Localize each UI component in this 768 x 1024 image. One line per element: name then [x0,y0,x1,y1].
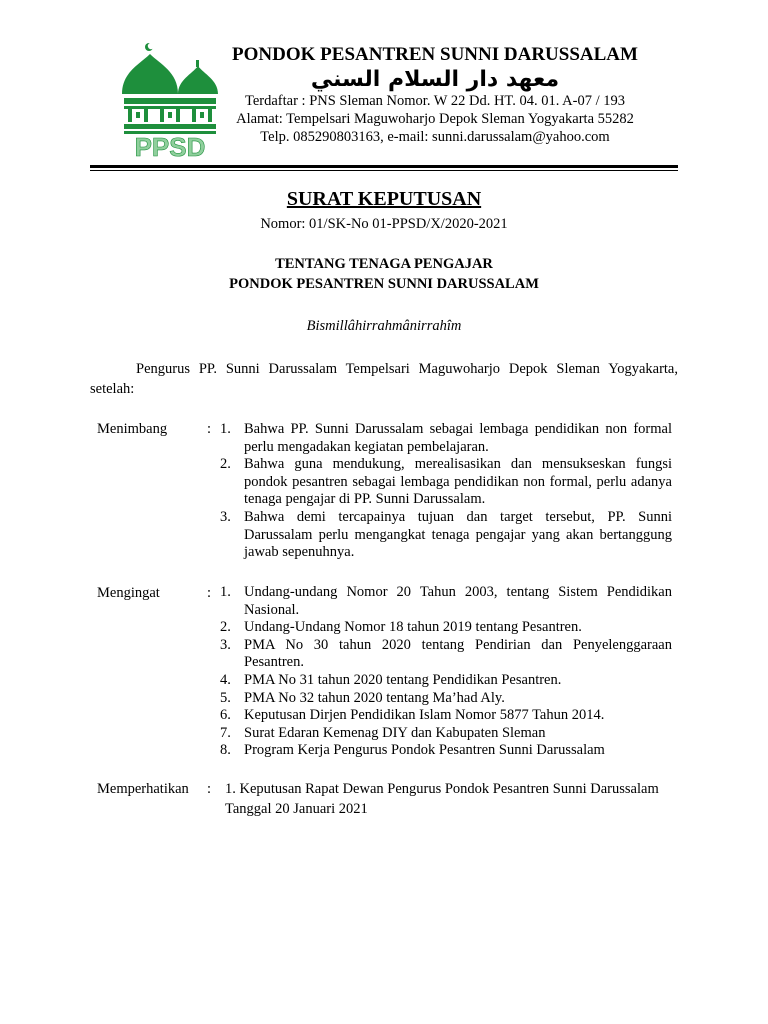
subject-line-2: PONDOK PESANTREN SUNNI DARUSSALAM [229,276,539,292]
list-item: 2. Bahwa guna mendukung, merealisasikan dan mensukseskan fungsi pondok pesantren sebagai lembaga pendidikan non formal, perlu adanya tenaga pengajar di PP. Sunni Darussalam. [220,456,672,508]
registration-line: Terdaftar : PNS Sleman Nomor. W 22 Dd. HT. 04. 01. A-07 / 193 [245,93,625,109]
memperhatikan-label: Memperhatikan [97,781,189,797]
list-item: 8. Program Kerja Pengurus Pondok Pesantren Sunni Darussalam [220,742,605,759]
contact-line: Telp. 085290803163, e-mail: sunni.darussalam@yahoo.com [260,129,610,145]
list-item: 7. Surat Edaran Kemenag DIY dan Kabupaten Sleman [220,724,546,741]
mengingat-label: Mengingat [97,585,160,601]
list-item: 1. Bahwa PP. Sunni Darussalam sebagai lembaga pendidikan non formal perlu mengadakan kegiatan pembelajaran. [220,421,672,455]
menimbang-colon: : [207,421,212,437]
logo-text: PPSD [134,132,206,160]
memperhatikan-line-1: 1. Keputusan Rapat Dewan Pengurus Pondok Pesantren Sunni Darussalam [225,781,659,797]
address-line: Alamat: Tempelsari Maguwoharjo Depok Sleman Yogyakarta 55282 [236,111,634,127]
header-rule-thick [90,165,678,168]
menimbang-list [220,421,672,562]
list-item: 5. PMA No 32 tahun 2020 tentang Ma’had Aly. [220,689,505,706]
list-item: 3. PMA No 30 tahun 2020 tentang Pendirian dan Penyelenggaraan Pesantren. [220,636,672,671]
ppsd-logo [118,42,222,160]
memperhatikan-line-2: Tanggal 20 Januari 2021 [225,801,368,817]
subject-line-1: TENTANG TENAGA PENGAJAR [275,256,493,272]
mengingat-list [220,584,672,760]
list-item: 3. Bahwa demi tercapainya tujuan dan target tersebut, PP. Sunni Darussalam perlu mengangkat tenaga pengajar yang akan bertanggung jawab sepenuhnya. [220,508,672,561]
institution-name: PONDOK PESANTREN SUNNI DARUSSALAM [232,44,638,65]
basmalah: Bismillâhirrahmânirrahîm [306,318,462,334]
list-item: 6. Keputusan Dirjen Pendidikan Islam Nomor 5877 Tahun 2014. [220,707,605,724]
menimbang-label: Menimbang [97,421,168,437]
list-item: 1. Undang-undang Nomor 20 Tahun 2003, tentang Sistem Pendidikan Nasional. [220,584,672,618]
list-item: 4. PMA No 31 tahun 2020 tentang Pendidikan Pesantren. [220,671,562,688]
arabic-name: معهد دار السلام السني [310,67,560,92]
list-item: 2. Undang-Undang Nomor 18 tahun 2019 tentang Pesantren. [220,619,582,636]
document-title: SURAT KEPUTUSAN [286,188,482,210]
mengingat-colon: : [207,585,212,601]
document-number: Nomor: 01/SK-No 01-PPSD/X/2020-2021 [260,216,508,232]
memperhatikan-colon: : [207,781,212,797]
intro-paragraph: Pengurus PP. Sunni Darussalam Tempelsari Maguwoharjo Depok Sleman Yogyakarta, setelah: [90,361,678,397]
header-rule-thin [90,170,678,171]
